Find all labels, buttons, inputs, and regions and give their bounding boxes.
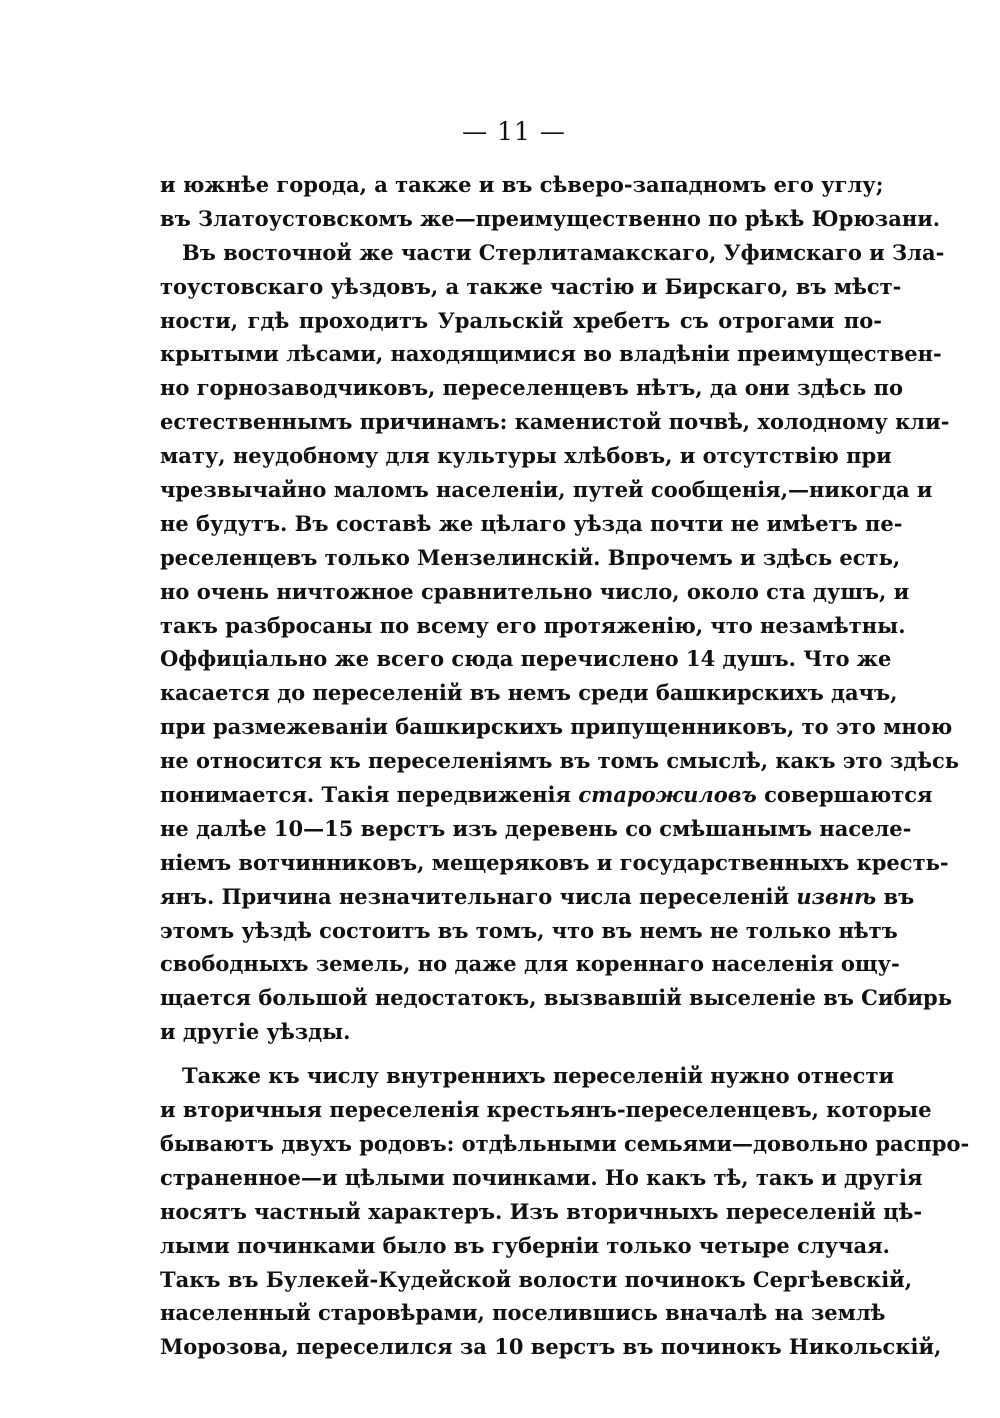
text-line: ніемъ вотчинниковъ, мещеряковъ и государственныхъ кресть-	[160, 849, 949, 875]
text-line: реселенцевъ только Мензелинскій. Впрочемъ и здѣсь есть,	[160, 544, 901, 570]
text-line: но горнозаводчиковъ, переселенцевъ нѣтъ, да они здѣсь по	[160, 375, 903, 401]
text-segment: понимается. Такія передвиженія	[160, 782, 579, 808]
text-line: не далѣе 10—15 верстъ изъ деревень со смѣшанымъ населе-	[160, 815, 912, 841]
text-segment: янъ. Причина незначительнаго числа переселеній	[160, 883, 797, 909]
paragraph-first-line: Также къ числу внутреннихъ переселеній нужно отнести	[182, 1063, 895, 1089]
text-line	[160, 778, 933, 812]
paragraph-first-line: Въ восточной же части Стерлитамакскаго, Уфимскаго и Зла-	[182, 239, 945, 265]
text-line: и южнѣе города, а также и въ сѣверо-западномъ его углу;	[160, 172, 884, 197]
text-line: этомъ уѣздѣ состоитъ въ томъ, что въ немъ не только нѣтъ	[160, 917, 898, 943]
text-line: щается большой недостатокъ, вызвавшій выселеніе въ Сибирь	[160, 985, 952, 1011]
text-segment: совершаются	[756, 782, 933, 808]
text-line: свободныхъ земель, но даже для кореннаго населенія ощу-	[160, 951, 900, 977]
text-line: населенный старовѣрами, поселившись вначалѣ на землѣ	[160, 1300, 886, 1326]
italic-term: старожиловъ	[578, 782, 757, 808]
text-line: ности, гдѣ проходитъ Уральскій хребетъ съ отрогами по-	[160, 307, 882, 333]
body-text	[160, 168, 970, 1364]
text-line: и другіе уѣзды.	[160, 1019, 351, 1045]
text-line: такъ разбросаны по всему его протяженію, что незамѣтны.	[160, 612, 906, 638]
text-line: естественнымъ причинамъ: каменистой почвѣ, холодному кли-	[160, 409, 950, 435]
text-line: Морозова, переселился за 10 верстъ въ починокъ Никольскій,	[160, 1334, 942, 1360]
text-line: Такъ въ Булекей-Кудейской волости починокъ Сергѣевскій,	[160, 1266, 913, 1292]
text-line: чрезвычайно маломъ населеніи, путей сообщенія,—никогда и	[160, 477, 933, 503]
text-line: не будутъ. Въ составѣ же цѣлаго уѣзда почти не имѣетъ пе-	[160, 510, 903, 536]
text-line	[160, 880, 915, 914]
text-line: при размежеваніи башкирскихъ припущенниковъ, то это мною	[160, 714, 953, 740]
text-line: касается до переселеній въ немъ среди башкирскихъ дачъ,	[160, 680, 898, 706]
text-line: Оффиціально же всего сюда перечислено 14 душъ. Что же	[160, 646, 892, 672]
text-line: лыми починками было въ губерніи только четыре случая.	[160, 1232, 890, 1258]
text-line: страненное—и цѣлыми починками. Но какъ тѣ, такъ и другія	[160, 1164, 923, 1190]
text-line: носятъ частный характеръ. Изъ вторичныхъ переселеній цѣ-	[160, 1198, 923, 1224]
text-line: и вторичныя переселенія крестьянъ-переселенцевъ, которые	[160, 1097, 932, 1123]
page-number: — 11 —	[462, 117, 566, 146]
text-line: но очень ничтожное сравнительно число, около ста душъ, и	[160, 578, 910, 604]
text-line: не относится къ переселеніямъ въ томъ смыслѣ, какъ это здѣсь	[160, 748, 960, 774]
italic-term: извнѣ	[796, 883, 877, 909]
text-line: бываютъ двухъ родовъ: отдѣльными семьями—довольно распро-	[160, 1130, 970, 1156]
text-segment: въ	[876, 883, 915, 909]
text-line: тоустовскаго уѣздовъ, а также частію и Бирскаго, въ мѣст-	[160, 273, 902, 299]
text-line: въ Златоустовскомъ же—преимущественно по рѣкѣ Юрюзани.	[160, 205, 941, 231]
text-line: крытыми лѣсами, находящимися во владѣніи преимуществен-	[160, 341, 942, 367]
text-line: мату, неудобному для культуры хлѣбовъ, и отсутствію при	[160, 443, 892, 469]
